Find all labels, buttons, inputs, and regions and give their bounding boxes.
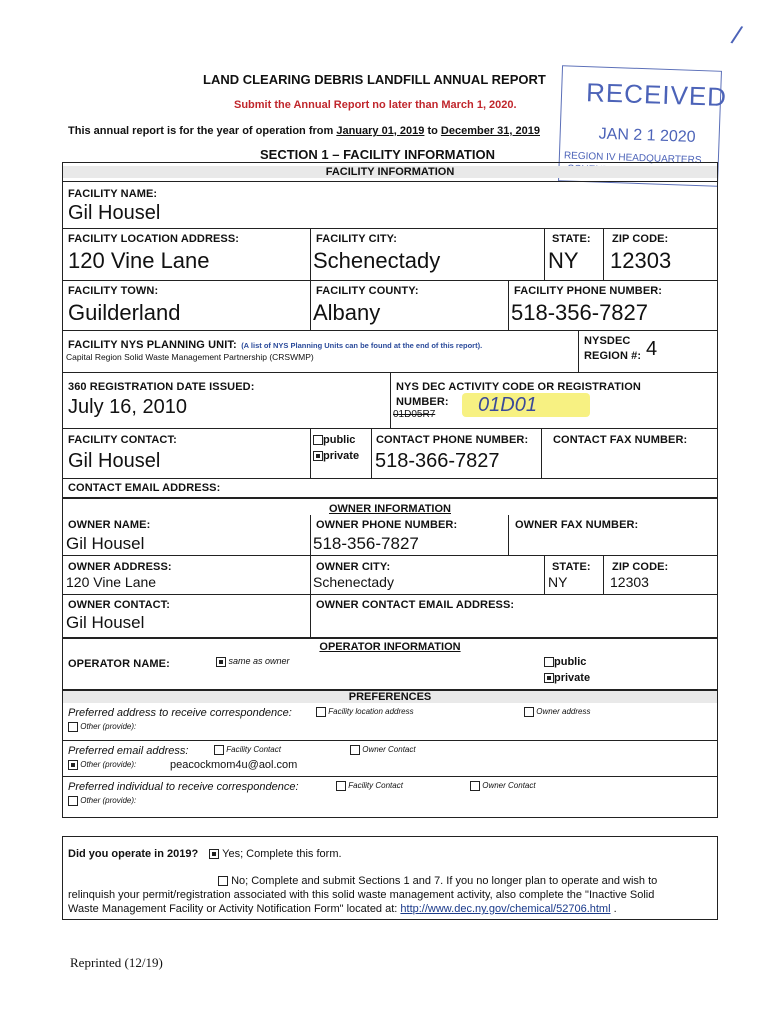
contact-public-checkbox[interactable] (313, 435, 323, 445)
owner-phone: 518-356-7827 (313, 534, 419, 553)
contact-fax-label: CONTACT FAX NUMBER: (553, 434, 688, 446)
facility-name-label: FACILITY NAME: (68, 188, 158, 200)
facility-zip: 12303 (610, 248, 672, 273)
operator-name-label: OPERATOR NAME: (68, 658, 170, 670)
pref-corr-facility-option[interactable]: Facility location address (316, 707, 414, 717)
pref-individual-other-option[interactable]: Other (provide): (68, 796, 136, 806)
owner-address-label: OWNER ADDRESS: (68, 561, 172, 573)
pref-corr-facility-checkbox[interactable] (316, 707, 326, 717)
pref-email-owner-checkbox[interactable] (350, 745, 360, 755)
contact-email-label: CONTACT EMAIL ADDRESS: (68, 482, 221, 494)
facility-address: 120 Vine Lane (68, 248, 210, 273)
owner-phone-label: OWNER PHONE NUMBER: (316, 519, 458, 531)
pref-individual-label: Preferred individual to receive correspondence: (68, 781, 299, 793)
report-title: LAND CLEARING DEBRIS LANDFILL ANNUAL REPORT (203, 72, 546, 87)
operate-no-line-2: relinquish your permit/registration associated with this solid waste management activity, also complete the "Inactive Solid (68, 889, 655, 901)
facility-state-label: STATE: (552, 233, 591, 245)
facility-town: Guilderland (68, 300, 181, 325)
operate-yes-checkbox[interactable] (209, 849, 219, 859)
operator-public-option[interactable]: public (544, 656, 586, 668)
deadline-text: Submit the Annual Report no later than March 1, 2020. (234, 99, 517, 111)
contact-phone-label: CONTACT PHONE NUMBER: (376, 434, 529, 446)
facility-county: Albany (313, 300, 381, 325)
owner-name-label: OWNER NAME: (68, 519, 151, 531)
operator-same-checkbox[interactable] (216, 657, 226, 667)
owner-zip: 12303 (610, 574, 649, 590)
contact-phone: 518-366-7827 (375, 450, 500, 472)
pref-email-other-option[interactable]: Other (provide): (68, 760, 136, 770)
region-label-1: NYSDEC (584, 335, 631, 347)
pref-individual-other-checkbox[interactable] (68, 796, 78, 806)
inactive-form-link[interactable]: http://www.dec.ny.gov/chemical/52706.html (400, 903, 611, 915)
pref-email-label: Preferred email address: (68, 745, 189, 757)
stamp-received-text: RECEIVED (585, 77, 728, 113)
activity-old: 01D05R7 (393, 409, 436, 420)
pref-email-facility-option[interactable]: Facility Contact (214, 745, 281, 755)
owner-fax-label: OWNER FAX NUMBER: (515, 519, 639, 531)
pref-individual-owner-checkbox[interactable] (470, 781, 480, 791)
owner-name: Gil Housel (66, 534, 145, 553)
section-title: SECTION 1 – FACILITY INFORMATION (260, 147, 495, 162)
facility-address-label: FACILITY LOCATION ADDRESS: (68, 233, 240, 245)
contact-label: FACILITY CONTACT: (68, 434, 177, 446)
contact-private-option[interactable]: private (313, 450, 359, 462)
operator-same-option[interactable]: same as owner (216, 656, 290, 667)
operate-question-line: Did you operate in 2019? Yes; Complete this form. (68, 848, 342, 860)
check-mark: / (728, 19, 745, 51)
pref-email-value: peacockmom4u@aol.com (170, 759, 298, 771)
facility-zip-label: ZIP CODE: (612, 233, 669, 245)
pref-email-other-checkbox[interactable] (68, 760, 78, 770)
operate-no-line: No; Complete and submit Sections 1 and 7. If you no longer plan to operate and wish to (218, 875, 657, 887)
owner-email-label: OWNER CONTACT EMAIL ADDRESS: (316, 599, 515, 611)
pref-corr-owner-checkbox[interactable] (524, 707, 534, 717)
pref-corr-owner-option[interactable]: Owner address (524, 707, 590, 717)
owner-contact-label: OWNER CONTACT: (68, 599, 171, 611)
report-year-line: This annual report is for the year of operation from January 01, 2019 to December 31, 2019 (68, 125, 540, 137)
facility-name: Gil Housel (68, 202, 161, 224)
owner-state: NY (548, 574, 568, 590)
pref-corr-other-checkbox[interactable] (68, 722, 78, 732)
pref-email-facility-checkbox[interactable] (214, 745, 224, 755)
reprinted-note: Reprinted (12/19) (70, 955, 163, 970)
activity-label: NYS DEC ACTIVITY CODE OR REGISTRATION (396, 381, 641, 393)
region-label-2: REGION #: (584, 350, 642, 362)
pref-corr-label: Preferred address to receive correspondence: (68, 707, 292, 719)
reg-date-label: 360 REGISTRATION DATE ISSUED: (68, 381, 255, 393)
stamp-date: JAN 2 1 2020 (598, 125, 696, 146)
facility-city-label: FACILITY CITY: (316, 233, 398, 245)
stamp-region: REGION IV HEADQUARTERS (563, 150, 702, 167)
facility-phone: 518-356-7827 (511, 300, 649, 325)
owner-address: 120 Vine Lane (66, 574, 157, 590)
contact-private-checkbox[interactable] (313, 451, 323, 461)
pref-individual-facility-option[interactable]: Facility Contact (336, 781, 403, 791)
owner-city-label: OWNER CITY: (316, 561, 391, 573)
owner-state-label: STATE: (552, 561, 591, 573)
reg-date: July 16, 2010 (68, 396, 187, 418)
operate-no-line-3: Waste Management Facility or Activity Notification Form" located at: http://www.dec.ny.gov/chemical/52706.html . (68, 903, 617, 915)
operator-private-option[interactable]: private (544, 672, 590, 684)
pref-individual-facility-checkbox[interactable] (336, 781, 346, 791)
pref-email-owner-option[interactable]: Owner Contact (350, 745, 416, 755)
operator-public-checkbox[interactable] (544, 657, 554, 667)
facility-phone-label: FACILITY PHONE NUMBER: (514, 285, 663, 297)
facility-county-label: FACILITY COUNTY: (316, 285, 419, 297)
preferences-section-label: PREFERENCES (63, 691, 717, 703)
contact-name: Gil Housel (68, 450, 161, 472)
planning-unit-value: Capital Region Solid Waste Management Partnership (CRSWMP) (66, 352, 314, 362)
owner-contact: Gil Housel (66, 613, 145, 632)
activity-new: 01D01 (478, 394, 537, 416)
facility-city: Schenectady (313, 248, 441, 273)
pref-corr-other-option[interactable]: Other (provide): (68, 722, 136, 732)
operate-no-checkbox[interactable] (218, 876, 228, 886)
contact-public-option[interactable]: public (313, 434, 355, 446)
planning-unit-line: FACILITY NYS PLANNING UNIT: (A list of NYS Planning Units can be found at the end of this report). (68, 339, 483, 351)
owner-section-label: OWNER INFORMATION (328, 503, 451, 515)
operator-private-checkbox[interactable] (544, 673, 554, 683)
owner-city: Schenectady (313, 574, 394, 590)
region-value: 4 (646, 338, 658, 360)
facility-section-label: FACILITY INFORMATION (63, 166, 717, 178)
pref-individual-owner-option[interactable]: Owner Contact (470, 781, 536, 791)
operator-section-label: OPERATOR INFORMATION (319, 641, 461, 653)
facility-town-label: FACILITY TOWN: (68, 285, 159, 297)
owner-zip-label: ZIP CODE: (612, 561, 669, 573)
activity-number-label: NUMBER: (396, 396, 449, 408)
facility-state: NY (548, 248, 579, 273)
